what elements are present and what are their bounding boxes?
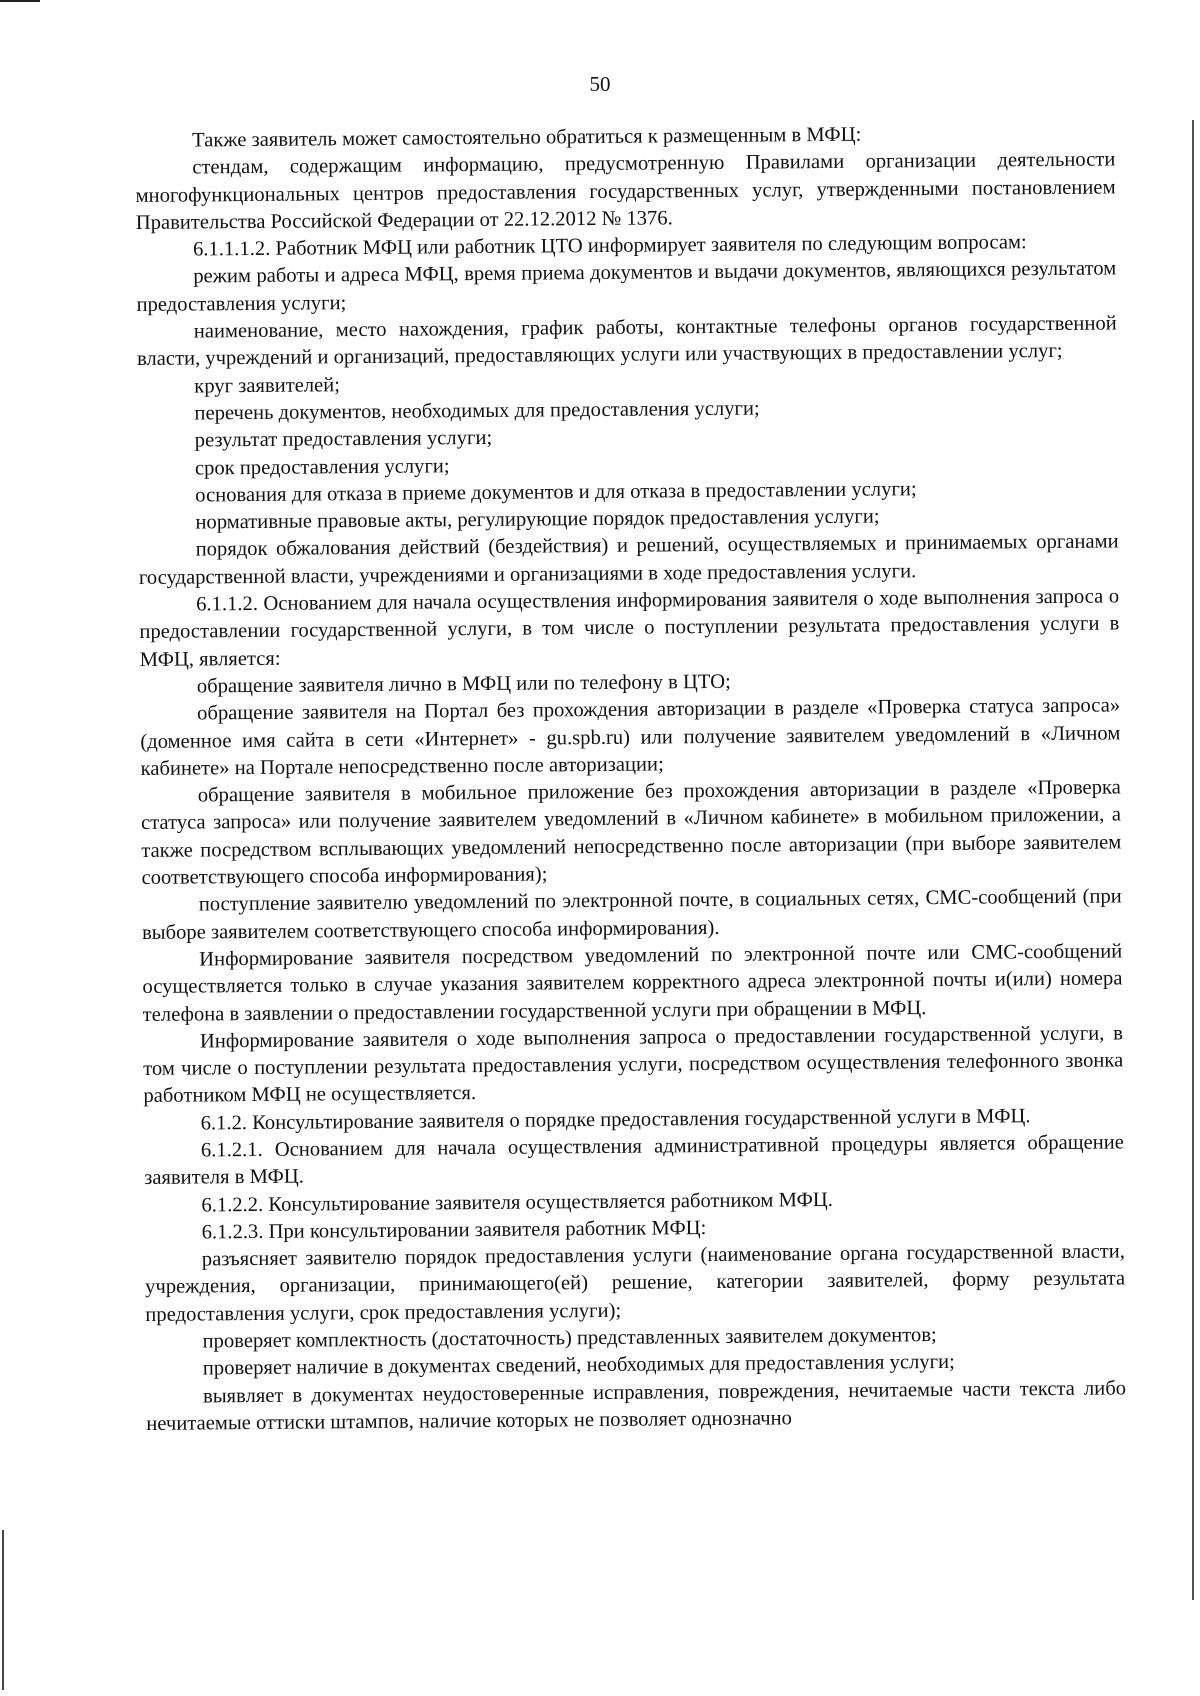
scan-edge-mark-bottom-left	[2, 1530, 4, 1690]
paragraph: порядок обжалования действий (бездействия) и решений, осуществляемых и принимаемых органами государственной власти, учреждениями и организациями в ходе предоставления услуги.	[138, 530, 1119, 589]
page-number: 50	[589, 72, 611, 96]
paragraph: основания для отказа в приеме документов и для отказа в предоставлении услуги;	[195, 478, 917, 507]
paragraph: 6.1.2.2. Консультирование заявителя осуществляется работником МФЦ.	[201, 1188, 833, 1217]
scan-edge-mark-right	[1192, 120, 1194, 1600]
paragraph: выявляет в документах неудостоверенные исправления, повреждения, нечитаемые части текста либо нечитаемые оттиски штампов, наличие которых не позволяет однозначно	[146, 1377, 1127, 1435]
paragraph: 6.1.2.1. Основанием для начала осуществления административной процедуры является обращение заявителя в МФЦ.	[144, 1131, 1124, 1190]
paragraph: поступление заявителю уведомлений по электронной почте, в социальных сетях, СМС-сообщений (при выборе заявителем соответствующего способа информирования).	[141, 885, 1122, 944]
paragraph: 6.1.2.3. При консультировании заявителя работник МФЦ:	[201, 1216, 707, 1244]
paragraph: перечень документов, необходимых для предоставления услуги;	[194, 397, 760, 425]
paragraph: срок предоставления услуги;	[194, 454, 450, 480]
paragraph: 6.1.2. Консультирование заявителя о порядке предоставления государственной услуги в МФЦ.	[200, 1104, 1031, 1135]
paragraph: 6.1.1.2. Основанием для начала осуществления информирования заявителя о ходе выполнения запроса о предоставлении государственной услуги, в том числе о поступлении результата предоставления услуги в МФЦ, является:	[139, 585, 1120, 671]
paragraph: результат предоставления услуги;	[194, 427, 493, 452]
paragraph: 6.1.1.1.2. Работник МФЦ или работник ЦТО информирует заявителя по следующим вопросам:	[192, 231, 1027, 261]
paragraph: разъясняет заявителю порядок предоставления услуги (наименование органа государственной власти, учреждения, организации, принимающего(ей) решение, категории заявителей, форму результата предоставления услуги, срок предоставления услуги);	[145, 1240, 1126, 1326]
paragraph: режим работы и адреса МФЦ, время приема документов и выдачи документов, являющихся результатом предоставления услуги;	[136, 257, 1117, 316]
paragraph: наименование, место нахождения, график работы, контактные телефоны органов государственной власти, учреждений и организаций, предоставляющих услуги или участвующих в предоставлении услуг;	[136, 312, 1117, 371]
paragraph: нормативные правовые акты, регулирующие порядок предоставления услуги;	[195, 505, 880, 534]
paragraph: стендам, содержащим информацию, предусмотренную Правилами организации деятельности многофункциональных центров предоставления государственных услуг, утвержденными постановлением Правительства Российской Федерации от 22.12.2012 № 1376.	[135, 148, 1116, 234]
paragraph: обращение заявителя на Портал без прохождения авторизации в разделе «Проверка статуса запроса» (доменное имя сайта в сети «Интернет» - gu.spb.ru) или получение заявителем уведомлений в «Личном кабинете» на Портале непосредственно после авторизации;	[140, 694, 1121, 780]
paragraph: проверяет комплектность (достаточность) представленных заявителем документов;	[202, 1324, 937, 1353]
paragraph: обращение заявителя лично в МФЦ или по телефону в ЦТО;	[196, 670, 731, 698]
paragraph: обращение заявителя в мобильное приложение без прохождения авторизации в разделе «Проверка статуса запроса» или получение заявителем уведомлений в «Личном кабинете» в мобильном приложении, а также посредством всплывающих уведомлений непосредственно после авторизации (при выборе заявителем соответствующего способа информирования);	[140, 776, 1122, 889]
paragraph: круг заявителей;	[194, 373, 341, 398]
scan-edge-mark-top-left	[0, 0, 40, 2]
paragraph: Информирование заявителя посредством уведомлений по электронной почте или СМС-сообщений осуществляется только в случае указания заявителем корректного адреса электронной почты и(или) номера телефона в заявлении о предоставлении государственной услуги при обращении в МФЦ.	[142, 940, 1123, 1026]
paragraph: Также заявитель может самостоятельно обратиться к размещенным в МФЦ:	[192, 123, 862, 152]
paragraph: проверяет наличие в документах сведений, необходимых для предоставления услуги;	[202, 1351, 955, 1380]
document-body	[135, 119, 1126, 1438]
paragraph: Информирование заявителя о ходе выполнения запроса о предоставлении государственной услуги, в том числе о поступлении результата предоставления услуги, посредством осуществления телефонного звонка работником МФЦ не осуществляется.	[143, 1022, 1124, 1108]
